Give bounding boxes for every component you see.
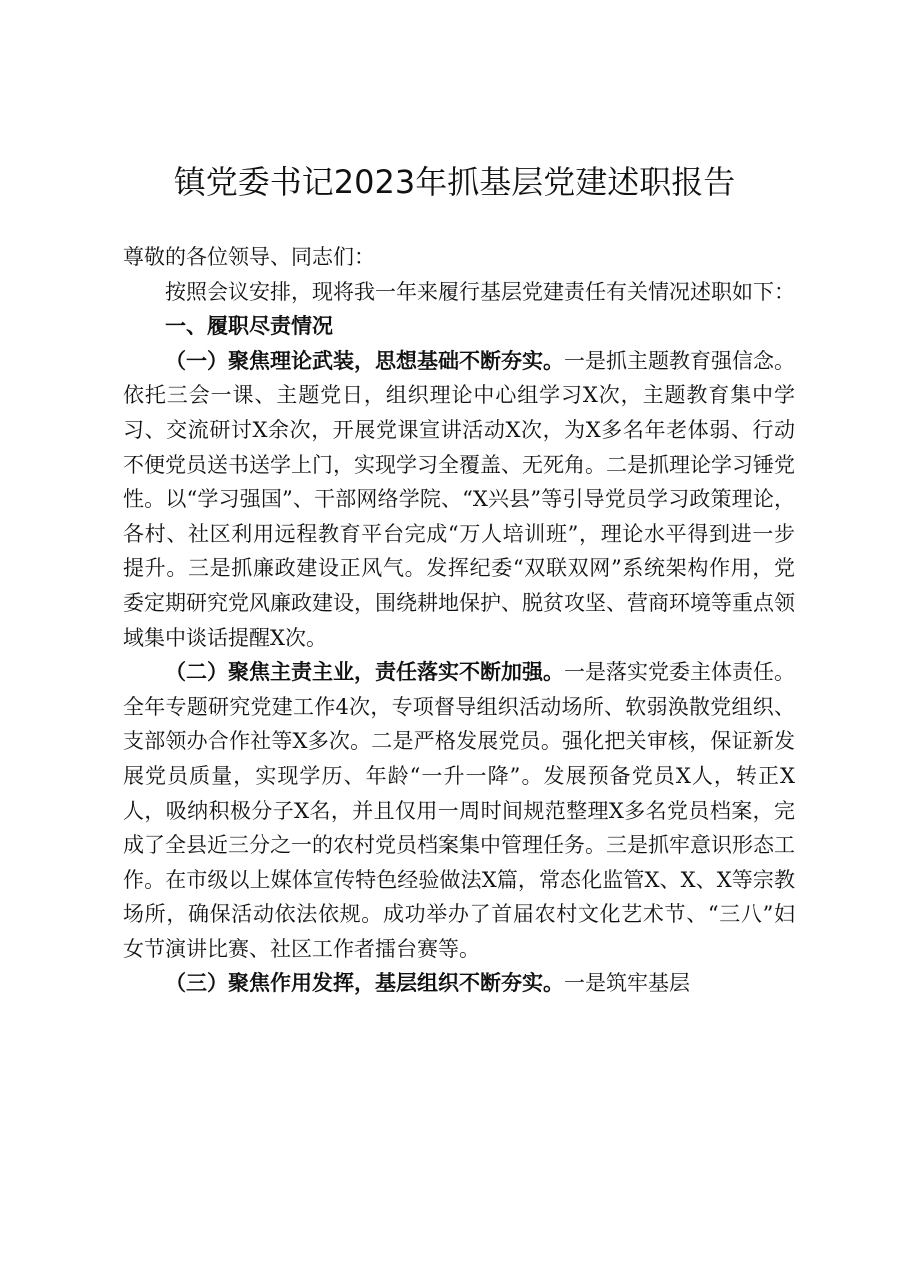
paragraph-3 <box>123 966 795 1001</box>
paragraph-2-lead: （二）聚焦主责主业，责任落实不断加强。 <box>165 659 564 685</box>
document-body <box>123 240 795 1001</box>
paragraph-1 <box>123 344 795 655</box>
paragraph-3-lead: （三）聚焦作用发挥，基层组织不断夯实。 <box>165 970 564 996</box>
paragraph-2 <box>123 655 795 966</box>
paragraph-3-text: 一是筑牢基层 <box>564 971 690 996</box>
document-title: 镇党委书记2023年抓基层党建述职报告 <box>173 163 736 201</box>
intro-paragraph: 按照会议安排，现将我一年来履行基层党建责任有关情况述职如下： <box>165 279 795 304</box>
paragraph-2-text: 一是落实党委主体责任。全年专题研究党建工作4次，专项督导组织活动场所、软弱涣散党组织、支部领办合作社等X多次。二是严格发展党员。强化把关审核，保证新发展党员质量，实现学历、年龄“一升一降”。发展预备党员X人，转正X人，吸纳积极分子X名，并且仅用一周时间规范整理X多名党员档案，完成了全县近三分之一的农村党员档案集中管理任务。三是抓牢意识形态工作。在市级以上媒体宣传特色经验做法X篇，常态化监管X、X、X等宗教场所，确保活动依法依规。成功举办了首届农村文化艺术节、“三八”妇女节演讲比赛、社区工作者擂台赛等。 <box>123 660 795 961</box>
paragraph-1-text: 一是抓主题教育强信念。依托三会一课、主题党日，组织理论中心组学习X次，主题教育集中学习、交流研讨X余次，开展党课宣讲活动X次，为X多名年老体弱、行动不便党员送书送学上门，实现学习全覆盖、无死角。二是抓理论学习锤党性。以“学习强国”、干部网络学院、“X兴县”等引导党员学习政策理论，各村、社区利用远程教育平台完成“万人培训班”，理论水平得到进一步提升。三是抓廉政建设正风气。发挥纪委“双联双网”系统架构作用，党委定期研究党风廉政建设，围绕耕地保护、脱贫攻坚、营商环境等重点领域集中谈话提醒X次。 <box>123 348 795 650</box>
paragraph-1-lead: （一）聚焦理论武装，思想基础不断夯实。 <box>165 347 564 373</box>
salutation: 尊敬的各位领导、同志们： <box>123 245 375 269</box>
section-heading: 一、履职尽责情况 <box>165 314 333 339</box>
